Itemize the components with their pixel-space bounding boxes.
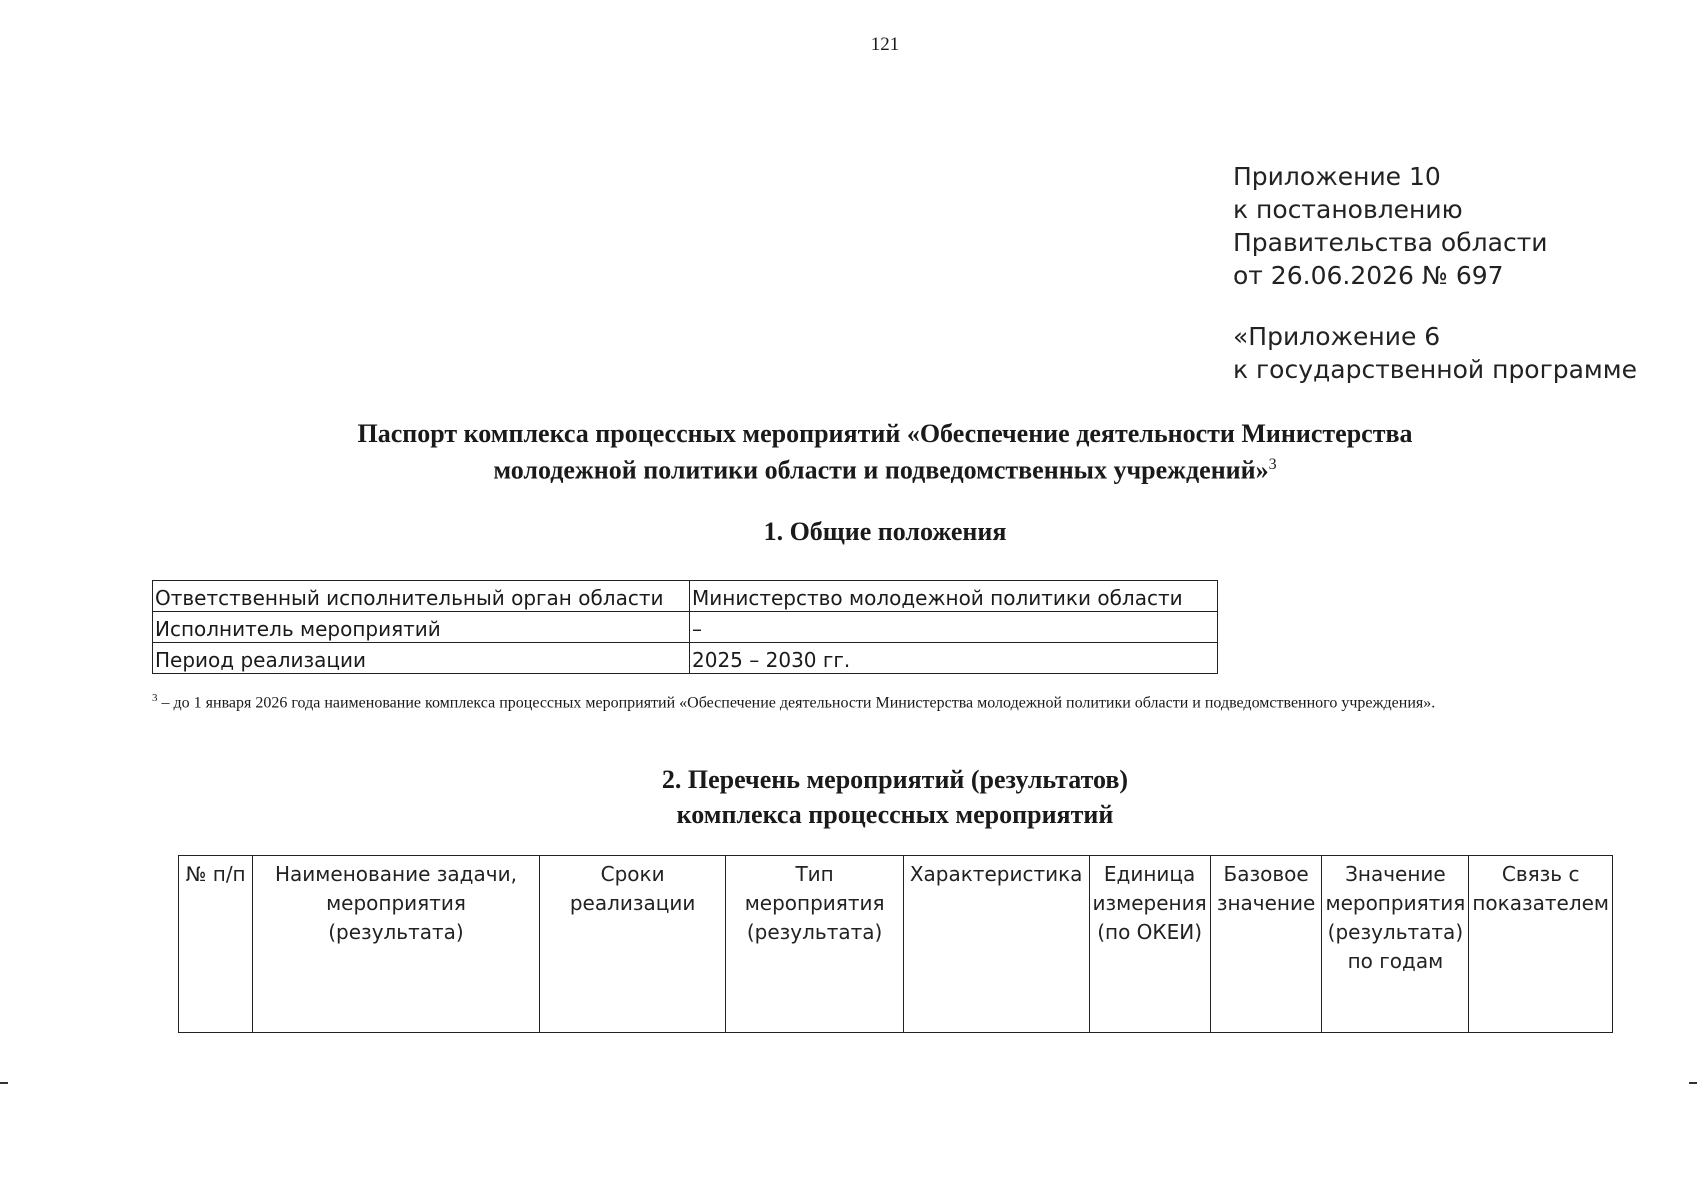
section-2-heading	[0, 762, 1697, 832]
table-cell-value: –	[690, 612, 1218, 643]
scan-edge-mark	[0, 1082, 8, 1084]
appendix-line: Приложение 10	[1233, 162, 1441, 191]
general-info-table	[152, 580, 1218, 674]
appendix-line: Правительства области	[1233, 228, 1548, 257]
column-header-yearly-value: Значение мероприятия (результата) по годам	[1322, 856, 1469, 1033]
column-header-unit: Единица измерения (по ОКЕИ)	[1089, 856, 1210, 1033]
document-title	[160, 418, 1610, 486]
column-header-base-value: Базовое значение	[1210, 856, 1322, 1033]
table-row	[153, 643, 1218, 674]
appendix-line: от 26.06.2026 № 697	[1233, 261, 1504, 290]
section-1-heading: 1. Общие положения	[763, 517, 1007, 546]
column-header-indicator-link: Связь с показателем	[1469, 856, 1613, 1033]
column-header-period: Сроки реализации	[539, 856, 726, 1033]
column-header-number: № п/п	[179, 856, 253, 1033]
table-cell-label: Ответственный исполнительный орган области	[153, 581, 690, 612]
appendix-line: «Приложение 6	[1233, 322, 1441, 351]
table-cell-value: 2025 – 2030 гг.	[690, 643, 1218, 674]
column-header-characteristic: Характеристика	[903, 856, 1089, 1033]
table-cell-label: Период реализации	[153, 643, 690, 674]
table-cell-label: Исполнитель мероприятий	[153, 612, 690, 643]
section-2-heading-line-1: 2. Перечень мероприятий (результатов)	[661, 765, 1129, 794]
appendix-block	[1233, 160, 1637, 386]
title-line-1: Паспорт комплекса процессных мероприятий «Обеспечение деятельности Министерства	[357, 419, 1413, 448]
table-header-row	[179, 856, 1613, 1033]
title-line-2: молодежной политики области и подведомственных учреждений»	[493, 455, 1269, 485]
table-row	[153, 581, 1218, 612]
page-number: 121	[870, 34, 900, 55]
appendix-line: к постановлению	[1233, 195, 1463, 224]
table-row	[153, 612, 1218, 643]
column-header-type: Тип мероприятия (результата)	[726, 856, 903, 1033]
column-header-name: Наименование задачи, мероприятия (результата)	[253, 856, 540, 1033]
footnote-text: – до 1 января 2026 года наименование комплекса процессных мероприятий «Обеспечение деятельности Министерства молодежной политики области и подведомственного учреждения».	[157, 694, 1436, 712]
appendix-line: к государственной программе	[1233, 355, 1638, 384]
table-cell-value: Министерство молодежной политики области	[690, 581, 1218, 612]
footnote-mark: 3	[1268, 456, 1277, 473]
events-table	[178, 855, 1613, 1033]
footnote	[152, 688, 1642, 713]
scan-edge-mark	[1689, 1082, 1697, 1084]
footnote-number: 3	[152, 692, 158, 704]
section-2-heading-line-2: комплекса процессных мероприятий	[676, 800, 1114, 829]
